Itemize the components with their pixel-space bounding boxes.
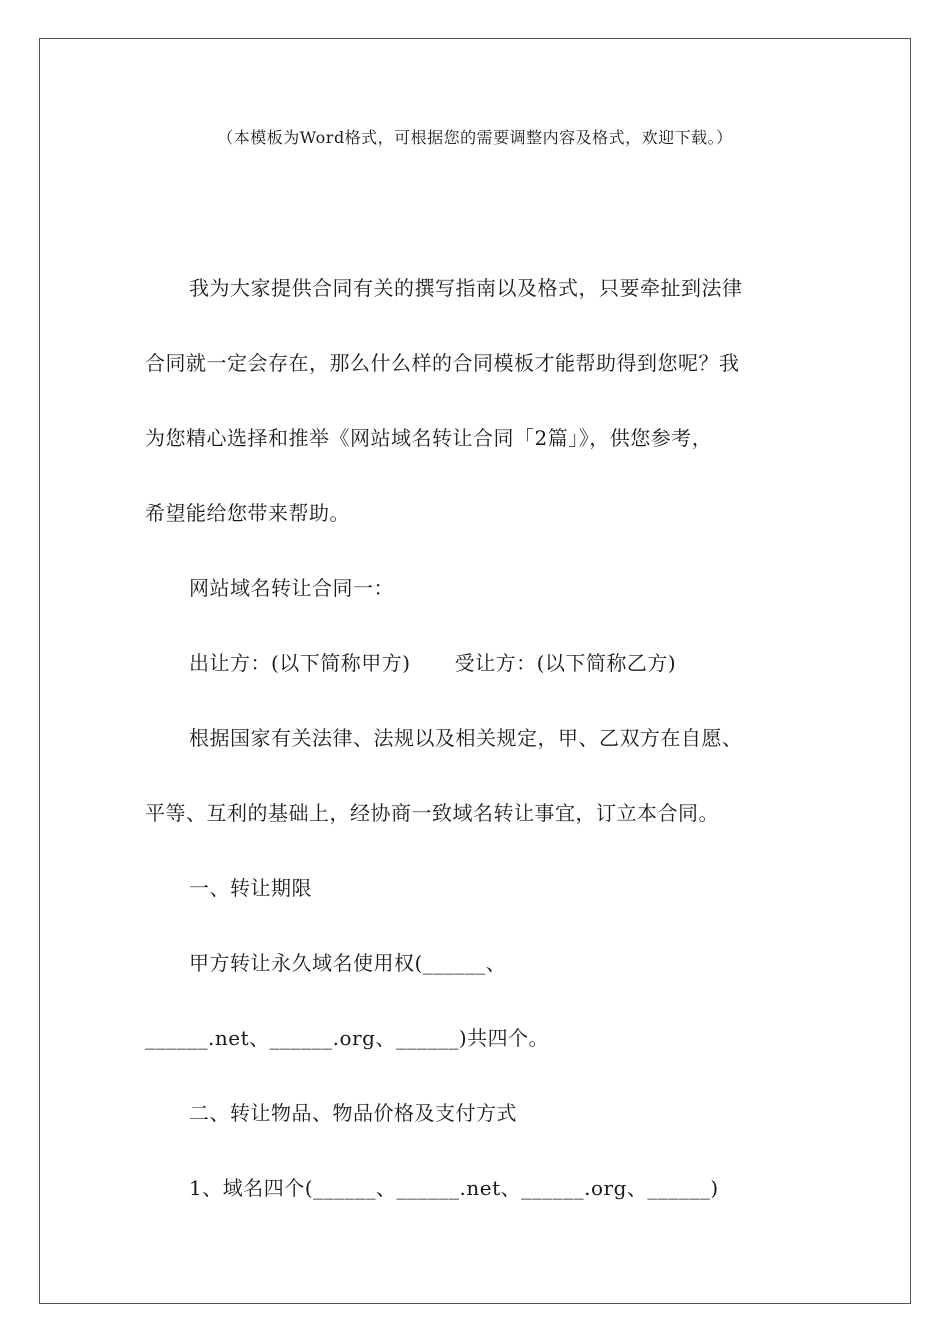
section2-item-1: 1、域名四个(______、______.net、______.org、______) bbox=[189, 1176, 719, 1200]
intro-line-2: 合同就一定会存在，那么什么样的合同模板才能帮助得到您呢？我 bbox=[145, 351, 740, 375]
intro-line-1: 我为大家提供合同有关的撰写指南以及格式，只要牵扯到法律 bbox=[189, 276, 743, 300]
contract-title: 网站域名转让合同一： bbox=[189, 576, 394, 600]
section1-line-1: 甲方转让永久域名使用权(______、 bbox=[189, 951, 507, 975]
section2-heading: 二、转让物品、物品价格及支付方式 bbox=[189, 1101, 517, 1125]
transferor-label: 出让方：(以下简称甲方) bbox=[189, 651, 411, 675]
parties-line bbox=[189, 649, 849, 677]
preamble-line-1: 根据国家有关法律、法规以及相关规定，甲、乙双方在自愿、 bbox=[189, 726, 743, 750]
transferee-label: 受让方：(以下简称乙方) bbox=[454, 651, 677, 675]
template-notice: （本模板为Word格式，可根据您的需要调整内容及格式，欢迎下载。） bbox=[217, 128, 733, 147]
section1-line-2: ______.net、______.org、______)共四个。 bbox=[145, 1026, 550, 1050]
preamble-line-2: 平等、互利的基础上，经协商一致域名转让事宜，订立本合同。 bbox=[145, 801, 719, 825]
section1-heading: 一、转让期限 bbox=[189, 876, 312, 900]
intro-line-4: 希望能给您带来帮助。 bbox=[145, 501, 350, 525]
intro-line-3: 为您精心选择和推举《网站域名转让合同「2篇」》，供您参考， bbox=[145, 426, 713, 450]
